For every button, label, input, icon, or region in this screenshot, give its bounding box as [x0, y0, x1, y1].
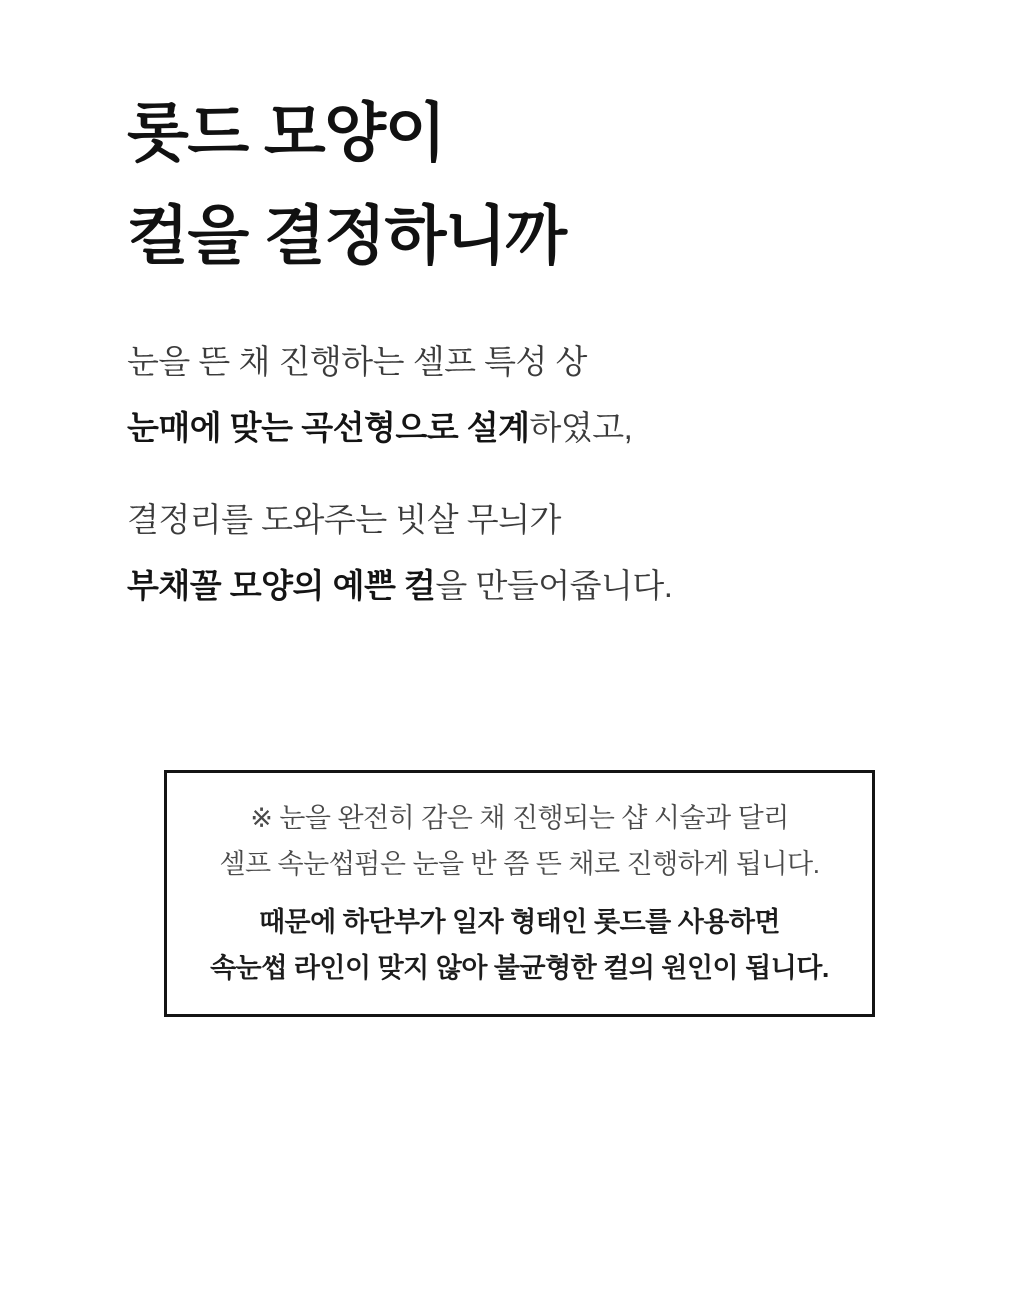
paragraph-comb-pattern [127, 487, 1024, 619]
paragraph-comb-pattern-regular-text: 을 만들어줍니다. [435, 567, 673, 604]
paragraph-curve-design [127, 329, 1024, 461]
paragraph-comb-pattern-bold-text: 부채꼴 모양의 예쁜 컬 [127, 567, 436, 604]
notice-regular-line-1: ※ 눈을 완전히 감은 채 진행되는 샵 시술과 달리 [250, 803, 789, 833]
paragraph-curve-design-bold-text: 눈매에 맞는 곡선형으로 설계 [127, 409, 530, 446]
notice-paragraph-bold [167, 899, 872, 991]
paragraph-curve-design-line-2 [127, 395, 1024, 461]
heading-line-2: 컬을 결정하니까 [127, 200, 566, 272]
notice-regular-line-2: 셀프 속눈썹펌은 눈을 반 쯤 뜬 채로 진행하게 됩니다. [219, 849, 820, 879]
paragraph-curve-design-regular-text: 하였고, [529, 409, 633, 446]
paragraph-comb-pattern-line-2 [127, 553, 1024, 619]
heading-line-1: 롯드 모양이 [127, 97, 445, 169]
section-heading [127, 82, 1024, 288]
notice-box [164, 770, 875, 1017]
notice-paragraph-regular [167, 795, 872, 887]
notice-bold-line-1: 때문에 하단부가 일자 형태인 롯드를 사용하면 [258, 907, 781, 937]
notice-bold-line-2: 속눈썹 라인이 맞지 않아 불균형한 컬의 원인이 됩니다. [210, 953, 829, 983]
paragraph-comb-pattern-line-1: 결정리를 도와주는 빗살 무늬가 [127, 501, 561, 538]
paragraph-curve-design-line-1: 눈을 뜬 채 진행하는 셀프 특성 상 [127, 343, 587, 380]
